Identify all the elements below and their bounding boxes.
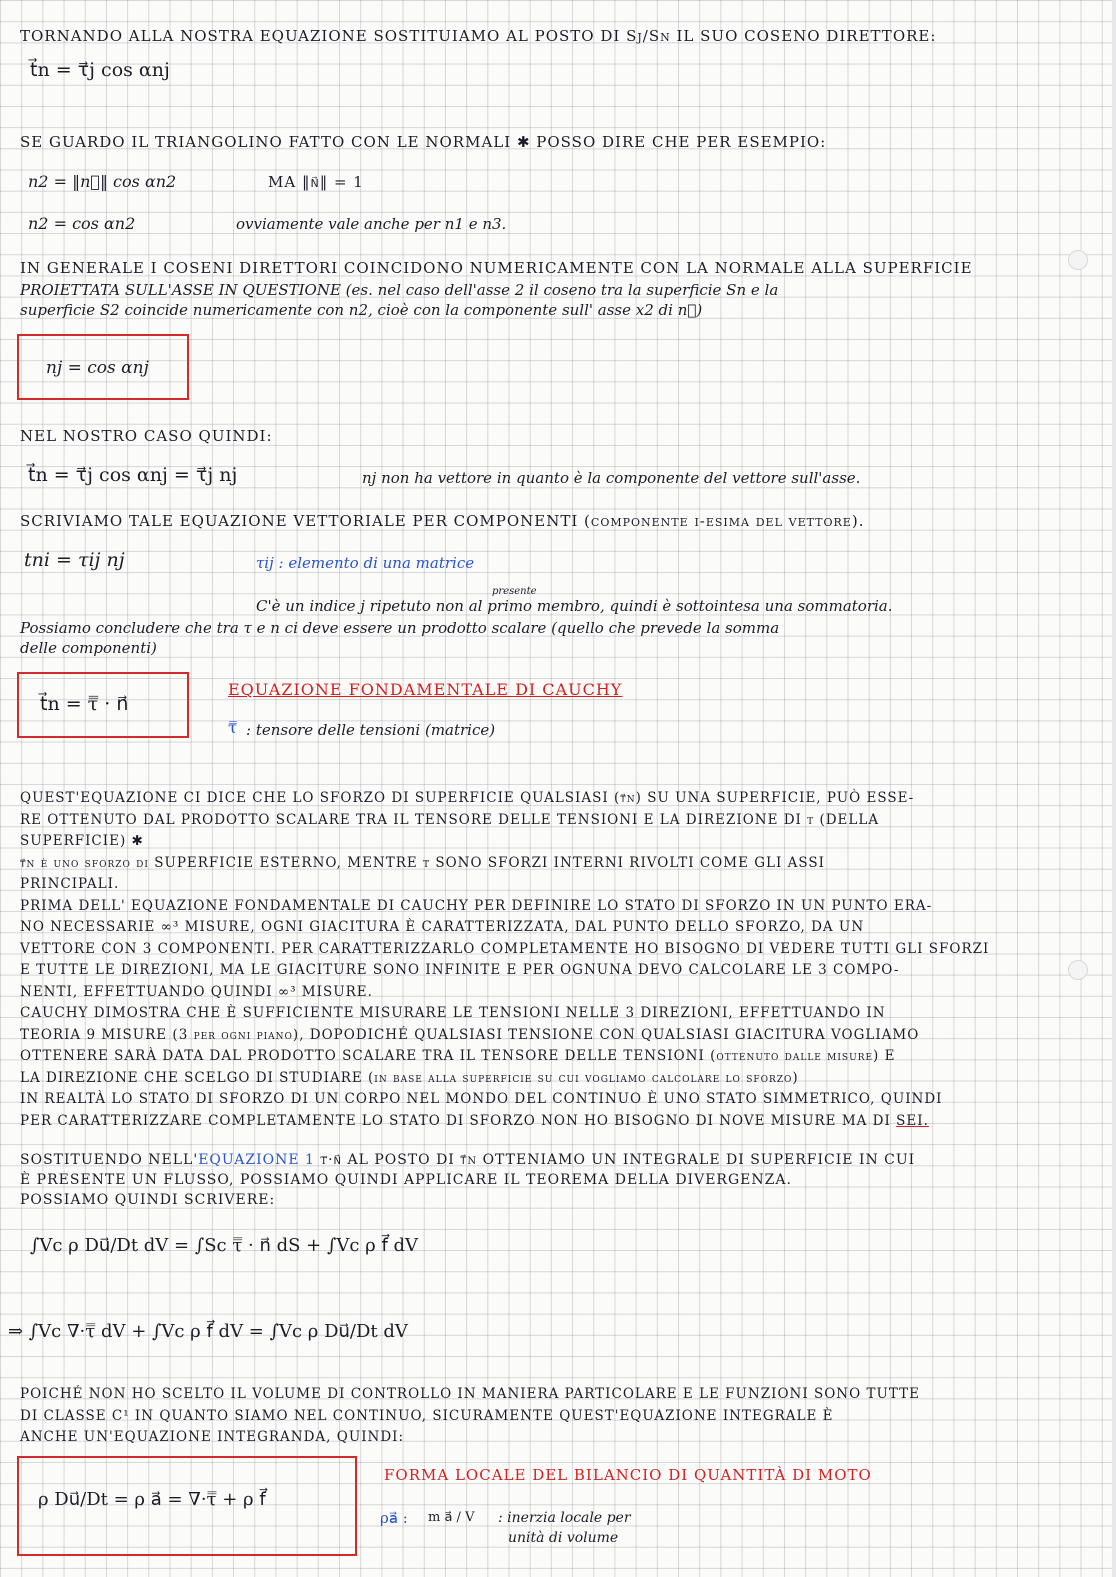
page-edge bbox=[1112, 0, 1116, 1577]
text-line: È PRESENTE UN FLUSSO, POSSIAMO QUINDI APPLICARE IL TEOREMA DELLA DIVERGENZA. bbox=[20, 1172, 792, 1188]
text-line: SCRIVIAMO TALE EQUAZIONE VETTORIALE PER COMPONENTI (componente i-esima del vettore). bbox=[20, 512, 865, 530]
paragraph bbox=[20, 1384, 920, 1449]
text-line: : tensore delle tensioni (matrice) bbox=[246, 721, 496, 739]
text-line: PROIETTATA SULL'ASSE IN QUESTIONE (es. nel caso dell'asse 2 il coseno tra la superficie Sn e la bbox=[20, 281, 779, 299]
equation: ∫Vc ρ Du⃗/Dt dV = ∫Sc τ̿ · n⃗ dS + ∫Vc ρ f⃗ dV bbox=[30, 1235, 419, 1256]
text-line bbox=[20, 1150, 915, 1170]
text-line: delle componenti) bbox=[20, 639, 157, 657]
text-line: TORNANDO ALLA NOSTRA EQUAZIONE SOSTITUIAMO AL POSTO DI Sj/Sn IL SUO COSENO DIRETTORE: bbox=[20, 27, 937, 45]
paragraph-line: SUPERFICIE) ✱ bbox=[20, 833, 144, 849]
equation: MA ‖n⃗‖ = 1 bbox=[268, 173, 364, 191]
paragraph-line: IN REALTÀ LO STATO DI SFORZO DI UN CORPO NEL MONDO DEL CONTINUO È UNO STATO SIMMETRICO, QUINDI bbox=[20, 1091, 943, 1107]
equation: t⃗n = τ⃗j cos αnj = τ⃗j nj bbox=[28, 464, 238, 486]
text-line: nj non ha vettore in quanto è la componente del vettore sull'asse. bbox=[362, 469, 861, 487]
paragraph-line: LA DIREZIONE CHE SCELGO DI STUDIARE (in base alla superficie su cui vogliamo calcolare lo sforzo) bbox=[20, 1069, 799, 1086]
inertia-fraction: m a⃗ / V bbox=[428, 1510, 475, 1525]
paragraph-line: OTTENERE SARÀ DATA DAL PRODOTTO SCALARE TRA IL TENSORE DELLE TENSIONI (ottenuto dalle misure) E bbox=[20, 1048, 896, 1064]
binder-hole bbox=[1068, 250, 1088, 270]
text-line: : inerzia locale per bbox=[498, 1510, 631, 1526]
text-line: SE GUARDO IL TRIANGOLINO FATTO CON LE NORMALI ✱ POSSO DIRE CHE PER ESEMPIO: bbox=[20, 133, 827, 151]
equation: ⇒ ∫Vc ∇·τ̿ dV + ∫Vc ρ f⃗ dV = ∫Vc ρ Du⃗/Dt dV bbox=[8, 1321, 408, 1342]
annotation: presente bbox=[492, 586, 537, 597]
paragraph-line: NENTI, EFFETTUANDO QUINDI ∞³ MISURE. bbox=[20, 983, 373, 1000]
text-line: τij : elemento di una matrice bbox=[256, 554, 475, 572]
text-line: ovviamente vale anche per n1 e n3. bbox=[236, 215, 507, 233]
paragraph-line: RE OTTENUTO DAL PRODOTTO SCALARE TRA IL TENSORE DELLE TENSIONI E LA DIREZIONE DI τ (DELLA bbox=[20, 811, 880, 828]
section-title: FORMA LOCALE DEL BILANCIO DI QUANTITÀ DI MOTO bbox=[384, 1466, 872, 1484]
equation: ρ Du⃗/Dt = ρ a⃗ = ∇·τ̿ + ρ f⃗ bbox=[38, 1489, 266, 1510]
equation: n2 = cos αn2 bbox=[28, 214, 136, 233]
text-line: NEL NOSTRO CASO QUINDI: bbox=[20, 427, 273, 445]
paragraph-line: PRIMA DELL' EQUAZIONE FONDAMENTALE DI CAUCHY PER DEFINIRE LO STATO DI SFORZO IN UN PUNTO ERA- bbox=[20, 897, 933, 914]
emphasis-word: SEI. bbox=[896, 1112, 929, 1129]
text-line: POSSIAMO QUINDI SCRIVERE: bbox=[20, 1192, 276, 1208]
text-line: unità di volume bbox=[508, 1530, 619, 1546]
paragraph-line-text: PER CARATTERIZZARE COMPLETAMENTE LO STATO DI SFORZO NON HO BISOGNO DI NOVE MISURE MA DI bbox=[20, 1112, 891, 1129]
paragraph-line: E TUTTE LE DIREZIONI, MA LE GIACITURE SONO INFINITE E PER OGNUNA DEVO CALCOLARE LE 3 COMPO- bbox=[20, 962, 900, 978]
paragraph-line: QUEST'EQUAZIONE CI DICE CHE LO SFORZO DI SUPERFICIE QUALSIASI (t⃗n) SU UNA SUPERFICIE, PUÒ ESSE- bbox=[20, 790, 915, 806]
equation: nj = cos αnj bbox=[46, 358, 149, 378]
paragraph-line: t⃗n è uno sforzo di SUPERFICIE ESTERNO, MENTRE τ̿ SONO SFORZI INTERNI RIVOLTI COME GLI ASSI bbox=[20, 854, 825, 871]
paragraph bbox=[20, 788, 989, 1132]
equation: t⃗n = τ⃗j cos αnj bbox=[30, 59, 170, 81]
text-line: C'è un indice j ripetuto non al primo membro, quindi è sottointesa una sommatoria. bbox=[256, 597, 893, 615]
inertia-symbol: ρa⃗ : bbox=[380, 1509, 408, 1527]
equation: n2 = ‖n⃗‖ cos αn2 bbox=[28, 172, 177, 191]
paragraph-line bbox=[20, 1111, 989, 1133]
paragraph-line: NO NECESSARIE ∞³ MISURE, OGNI GIACITURA È CARATTERIZZATA, DAL PUNTO DELLO SFORZO, DA UN bbox=[20, 919, 865, 935]
text-line: IN GENERALE I COSENI DIRETTORI COINCIDONO NUMERICAMENTE CON LA NORMALE ALLA SUPERFICIE bbox=[20, 259, 973, 277]
binder-hole bbox=[1068, 960, 1088, 980]
paragraph-line: TEORIA 9 MISURE (3 per ogni piano), DOPODICHÉ QUALSIASI TENSIONE CON QUALSIASI GIACITURA VOGLIAMO bbox=[20, 1026, 920, 1043]
equation-reference: EQUAZIONE 1 bbox=[198, 1152, 315, 1168]
text-part: τ̿·n⃗ AL POSTO DI t⃗n OTTENIAMO UN INTEGRALE DI SUPERFICIE IN CUI bbox=[320, 1152, 916, 1168]
equation: tni = τij nj bbox=[24, 549, 125, 571]
paragraph-line: POICHÉ NON HO SCELTO IL VOLUME DI CONTROLLO IN MANIERA PARTICOLARE E LE FUNZIONI SONO TUTTE bbox=[20, 1386, 920, 1402]
paragraph-line: DI CLASSE C¹ IN QUANTO SIAMO NEL CONTINUO, SICURAMENTE QUEST'EQUAZIONE INTEGRALE È bbox=[20, 1407, 834, 1424]
equation: t⃗n = τ̿ · n⃗ bbox=[40, 693, 129, 715]
text-line: superficie S2 coincide numericamente con n2, cioè con la componente sull' asse x2 di n⃗) bbox=[20, 301, 703, 319]
paragraph-line: PRINCIPALI. bbox=[20, 876, 120, 892]
paragraph-line: VETTORE CON 3 COMPONENTI. PER CARATTERIZZARLO COMPLETAMENTE HO BISOGNO DI VEDERE TUTTI GLI SFORZI bbox=[20, 940, 990, 957]
paragraph-line: ANCHE UN'EQUAZIONE INTEGRANDA, QUINDI: bbox=[20, 1429, 405, 1445]
text-part: SOSTITUENDO NELL' bbox=[20, 1152, 199, 1168]
paragraph-line: CAUCHY DIMOSTRA CHE È SUFFICIENTE MISURARE LE TENSIONI NELLE 3 DIREZIONI, EFFETTUANDO IN bbox=[20, 1005, 886, 1021]
tensor-symbol: τ̿ bbox=[228, 718, 237, 737]
text-line: Possiamo concludere che tra τ e n ci deve essere un prodotto scalare (quello che prevede la somma bbox=[20, 619, 780, 637]
section-title: EQUAZIONE FONDAMENTALE DI CAUCHY bbox=[228, 680, 623, 699]
